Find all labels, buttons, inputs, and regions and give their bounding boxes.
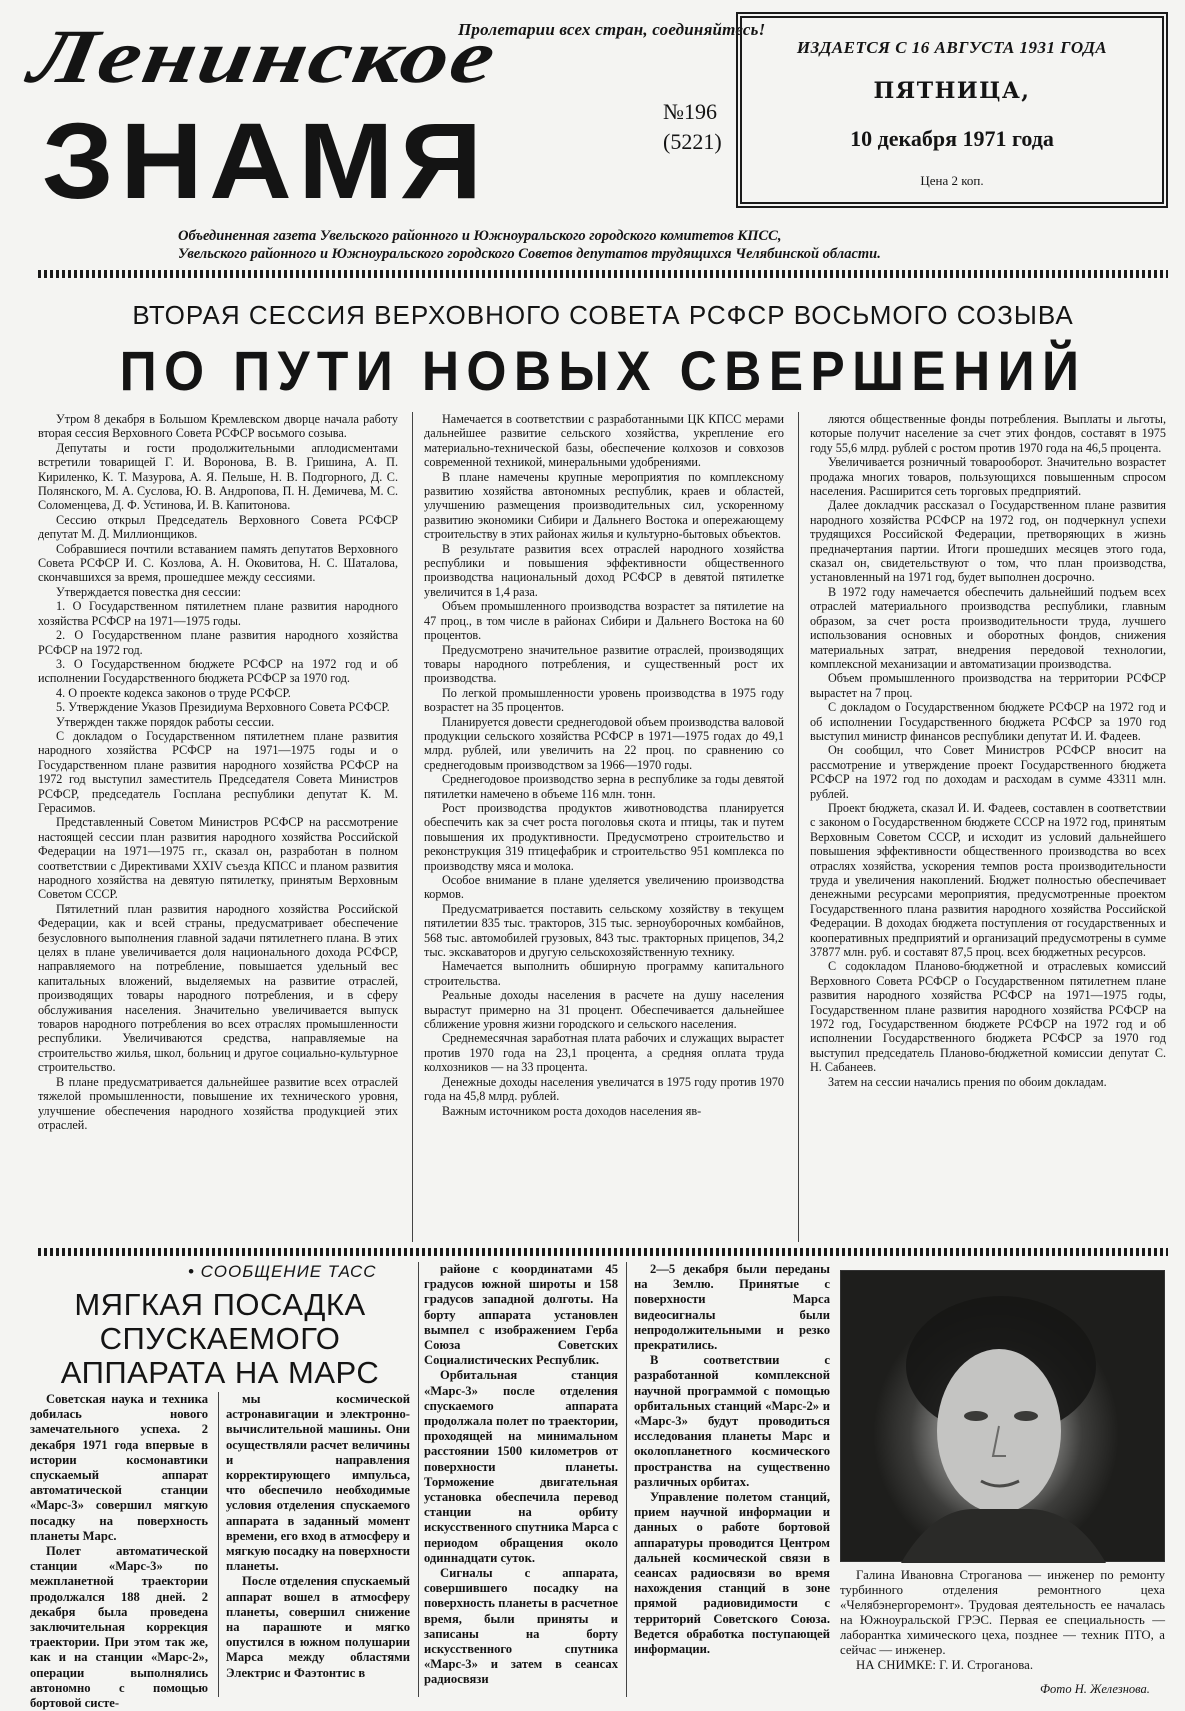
paragraph: 2. О Государственном плане развития народного хозяйства РСФСР на 1972 год. [38, 628, 398, 657]
tass-column-1 [30, 1392, 208, 1711]
column-divider [626, 1262, 627, 1697]
paragraph: После отделения спускаемый аппарат вошел в атмосферу планеты, совершил снижение на парашюте и мягко опустился в южном полушарии Марса между областями Электрис и Фаэтонтис в [226, 1574, 410, 1680]
tass-column-2 [226, 1392, 410, 1697]
paragraph: Намечается выполнить обширную программу капитального строительства. [424, 959, 784, 988]
paragraph: По легкой промышленности уровень производства в 1975 году возрастет на 35 процентов. [424, 685, 784, 715]
paragraph: Увеличивается розничный товарооборот. Значительно возрастет продажа многих товаров, пользующихся повышенным спросом населения. Расширится сеть торговых предприятий. [810, 455, 1166, 499]
paragraph: Предусмотрено значительное развитие отраслей, производящих товары народного потребления, и существенный рост их производства. [424, 642, 784, 686]
portrait-photo [840, 1270, 1165, 1562]
date-info-box [736, 12, 1168, 208]
paragraph: Пятилетний план развития народного хозяйства Российской Федерации, как и всей страны, предусматривает обеспечение безусловного выполнения главной задачи пятилетнего плана. В этих целях в плане увеличивается доля национального дохода РСФСР, направляемого на потребление, повышается удельный вес капитальных вложений, выделяемых на развитие отраслей, производящих товары народного потребления, и в сферу обслуживания населения. Значительно увеличивается выпуск товаров народного потребления во всех отраслях промышленности республики. Увеличиваются средства, направляемые на строительство жилья, школ, больниц и другое социально-культурное строительство. [38, 901, 398, 1075]
paragraph: Сессию открыл Председатель Верховного Совета РСФСР депутат М. Д. Миллионщиков. [38, 512, 398, 542]
paragraph: Представленный Советом Министров РСФСР на рассмотрение настоящей сессии план развития народного хозяйства Российской Федерации на 1971—1975 гг., сказал он, разработан в полном соответствии с Директивами XXIV съезда КПСС и планом развития народного хозяйства на девятую пятилетку, принятым Верховным Советом СССР. [38, 815, 398, 902]
paragraph: 1. О Государственном пятилетнем плане развития народного хозяйства РСФСР на 1971—1975 годы. [38, 599, 398, 628]
subtitle-line2: Увельского районного и Южноуральского городского Советов депутатов трудящихся Челябинской области. [178, 246, 881, 262]
paragraph: В плане намечены крупные мероприятия по комплексному развитию хозяйства автономных республик, краев и областей, улучшению размещения производительных сил, ускоренному развитию экономики Сибири и Дальнего Востока и опережающему строительству в этих районах жилья и культурно-бытовых объектов. [424, 469, 784, 542]
tass-column-4 [634, 1262, 830, 1697]
column-divider [798, 412, 799, 1242]
mars-headline-line1: МЯГКАЯ ПОСАДКА [74, 1287, 366, 1322]
photo-caption [840, 1568, 1165, 1673]
slogan: Пролетарии всех стран, соединяйтесь! [458, 20, 766, 39]
paragraph: Планируется довести среднегодовой объем производства валовой продукции сельского хозяйства РСФСР в 1971—1975 годах до 49,1 млрд. рублей, или увеличить на 22 проц. по сравнению со среднегодовым производством за 1966—1970 годы. [424, 714, 784, 772]
paragraph: Полет автоматической станции «Марс-3» по межпланетной траектории продолжался 188 дней. 2 декабря была проведена заключительная коррекция траектории. При этом так же, как и на станции «Марс-2», операции выполнялись автономно с помощью бортовой систе- [30, 1544, 208, 1711]
article-headline: ПО ПУТИ НОВЫХ СВЕРШЕНИЙ [119, 339, 1087, 402]
paragraph: районе с координатами 45 градусов южной широты и 158 градусов западной долготы. На борту аппарата установлен вымпел с изображением Герба Союза Советских Социалистических Республик. [424, 1262, 618, 1368]
paragraph: ляются общественные фонды потребления. Выплаты и льготы, которые получит население за счет этих фондов, составят в 1975 году 55,6 млрд. рублей с ростом против 1970 года на 46,5 процента. [810, 412, 1166, 455]
column-divider [218, 1392, 219, 1697]
article-column-2 [424, 412, 784, 1242]
paragraph: В соответствии с разработанной комплексной научной программой с помощью орбитальных станций «Марс-2» и «Марс-3» будут проводиться исследования планеты Марс и околопланетного космического пространства на существенно различных орбитах. [634, 1353, 830, 1489]
paragraph: Он сообщил, что Совет Министров РСФСР вносит на рассмотрение и утверждение проект Государственного бюджета РСФСР на 1972 год по доходам и расходам в сумме 43311 млн. рублей. [810, 743, 1166, 801]
issue-no: №196 [663, 99, 717, 124]
paragraph: Намечается в соответствии с разработанными ЦК КПСС мерами дальнейшее развитие сельского хозяйства, укрепление его материально-технической базы, обеспечение колхозов и совхозов современной техникой, минеральными удобрениями. [424, 412, 784, 470]
issue-total: (5221) [663, 129, 722, 154]
paragraph: С докладом о Государственном пятилетнем плане развития народного хозяйства РСФСР на 1971—1975 годы и о Государственном плане развития народного хозяйства РСФСР на 1972 год выступил заместитель Председателя Совета Министров РСФСР, председатель Госплана республики депутат К. М. Герасимов. [38, 728, 398, 815]
newspaper-title-line2: ЗНАМЯ [42, 100, 489, 221]
paragraph: Далее докладчик рассказал о Государственном плане развития народного хозяйства РСФСР на 1972 год, он подчеркнул успехи трудящихся Российской Федерации, претворяющих в жизнь предначертания партии. Итоги прошедших месяцев этого года, сказал он, свидетельствуют о том, что план производства, установленный на 1971 год, будет выполнен досрочно. [810, 498, 1166, 585]
paragraph: Управление полетом станций, прием научной информации и данных о работе бортовой аппаратуры проводится Центром дальней космической связи в сеансах радиосвязи во время нахождения станций в зоне прямой радиовидимости с территорий Советского Союза. Ведется обработка поступающей информации. [634, 1490, 830, 1657]
paragraph: Утром 8 декабря в Большом Кремлевском дворце начала работу вторая сессия Верховного Совета РСФСР восьмого созыва. [38, 412, 398, 441]
paragraph: Реальные доходы населения в расчете на душу населения вырастут примерно на 31 процент. Обеспечивается дальнейшее сближение уровня жизни городского и сельского населения. [424, 988, 784, 1032]
mars-headline [30, 1288, 410, 1390]
paragraph: С докладом о Государственном бюджете РСФСР на 1972 год и об исполнении Государственного бюджета РСФСР за 1970 год выступил министр финансов республики депутат И. И. Фадеев. [810, 700, 1166, 743]
caption-subject: НА СНИМКЕ: Г. И. Строганова. [856, 1658, 1034, 1672]
paragraph: Среднемесячная заработная плата рабочих и служащих вырастет против 1970 года на 23,1 процента, а средняя оплата труда колхозников — на 33 процента. [424, 1031, 784, 1075]
paragraph: Денежные доходы населения увеличатся в 1975 году против 1970 года на 45,8 млрд. рублей. [424, 1074, 784, 1104]
mars-headline-line2: СПУСКАЕМОГО [99, 1321, 341, 1356]
article-column-1 [38, 412, 398, 1242]
paragraph: Орбитальная станция «Марс-3» после отделения спускаемого аппарата продолжала полет по траектории, проходящей на минимальном расстоянии 1500 километров от поверхности планеты. Торможение двигательная установка обеспечила перевод станции на орбиту искусственного спутника Марса с периодом обращения около одиннадцати суток. [424, 1368, 618, 1565]
dashed-rule-top [38, 270, 1168, 278]
dashed-rule-middle [38, 1248, 1168, 1256]
paragraph: В плане предусматривается дальнейшее развитие всех отраслей тяжелой промышленности, повышение их технического уровня, улучшение обеспечения народного хозяйства продукцией этих отраслей. [38, 1074, 398, 1132]
article-column-3 [810, 412, 1166, 1242]
paragraph: 2—5 декабря были переданы на Землю. Принятые с поверхности Марса видеосигналы были непродолжительными и резко прекратились. [634, 1262, 830, 1353]
paragraph: Советская наука и техника добилась нового замечательного успеха. 2 декабря 1971 года впервые в истории космонавтики спускаемый аппарат автоматической станции «Марс-3» совершил мягкую посадку на поверхность планеты Марс. [30, 1392, 208, 1543]
tass-column-3 [424, 1262, 618, 1697]
paragraph: Сигналы с аппарата, совершившего посадку на поверхность планеты в расчетное время, были приняты и записаны на борту искусственного спутника «Марс-3» и затем в сеансах радиосвязи [424, 1566, 618, 1687]
paragraph: Рост производства продуктов животноводства планируется обеспечить как за счет роста поголовья скота и птицы, так и путем повышения их продуктивности. Предусмотрено строительство и реконструкция 319 птицефабрик и строительство 951 комплекса по производству мяса и молока. [424, 800, 784, 873]
paragraph: В 1972 году намечается обеспечить дальнейший подъем всех отраслей материального производства республики, главным образом, за счет роста производительности труда, лучшего использования основных и оборотных фондов, снижения материальных затрат, внедрения передовой технологии, комплексной механизации и автоматизации производства. [810, 584, 1166, 671]
publisher-subtitle [178, 227, 1078, 263]
tass-kicker: • СООБЩЕНИЕ ТАСС [188, 1262, 377, 1281]
paragraph: Среднегодовое производство зерна в республике за годы девятой пятилетки намечено в объеме 116 млн. тонн. [424, 772, 784, 801]
article-kicker: ВТОРАЯ СЕССИЯ ВЕРХОВНОГО СОВЕТА РСФСР ВОСЬМОГО СОЗЫВА [132, 300, 1074, 330]
paragraph: Объем промышленного производства на территории РСФСР вырастет на 7 проц. [810, 671, 1166, 700]
subtitle-line1: Объединенная газета Увельского районного и Южноуральского городского комитетов КПСС, [178, 228, 782, 244]
paragraph: В результате развития всех отраслей народного хозяйства республики и повышения эффективности общественного производства национальный доход РСФСР в девятой пятилетке увеличится в 1,4 раза. [424, 541, 784, 599]
paragraph: Особое внимание в плане уделяется увеличению производства кормов. [424, 873, 784, 902]
issue-number [663, 97, 722, 157]
paragraph: Объем промышленного производства возрастет за пятилетие на 47 проц., в том числе в районах Сибири и Дальнего Востока на 60 процентов. [424, 599, 784, 643]
issue-date: 10 декабря 1971 года [850, 126, 1054, 151]
newspaper-title-line1: Ленинское [23, 13, 504, 99]
paragraph: Утвержден также порядок работы сессии. [56, 714, 275, 729]
paragraph: Депутаты и гости продолжительными аплодисментами встретили товарищей Г. И. Воронова, В. В. Гришина, А. П. Кириленко, К. Т. Мазурова, А. Я. Пельше, Н. В. Подгорного, Д. С. Полянского, М. А. Суслова, Ю. В. Андропова, П. Н. Демичева, М. С. Соломенцева, Д. Ф. Устинова, И. В. Капитонова. [38, 440, 398, 513]
published-since: ИЗДАЕТСЯ С 16 АВГУСТА 1931 ГОДА [796, 38, 1108, 57]
column-divider [418, 1262, 419, 1697]
paragraph: Затем на сессии начались прения по обоим докладам. [828, 1074, 1107, 1089]
price: Цена 2 коп. [920, 173, 984, 188]
column-divider [412, 412, 413, 1242]
mars-headline-line3: АППАРАТА НА МАРС [60, 1355, 380, 1390]
portrait-illustration [841, 1271, 1166, 1563]
weekday: ПЯТНИЦА, [873, 78, 1031, 104]
paragraph: Собравшиеся почтили вставанием память депутатов Верховного Совета РСФСР И. С. Козлова, А. Н. Оковитова, Н. С. Шаталова, скончавшихся за время, прошедшее между сессиями. [38, 541, 398, 585]
paragraph: Важным источником роста доходов населения яв- [442, 1103, 702, 1118]
paragraph: 4. О проекте кодекса законов о труде РСФСР. [56, 685, 291, 700]
paragraph: 3. О Государственном бюджете РСФСР на 1972 год и об исполнении Государственного бюджета РСФСР за 1970 год. [38, 656, 398, 686]
paragraph: 5. Утверждение Указов Президиума Верховного Совета РСФСР. [56, 700, 390, 715]
paragraph: Утверждается повестка дня сессии: [56, 584, 241, 599]
masthead [23, 12, 1168, 267]
paragraph: С содокладом Планово-бюджетной и отраслевых комиссий Верховного Совета РСФСР о Государственном пятилетнем плане развития народного хозяйства РСФСР на 1971—1975 годы, Государственном плане развития народного хозяйства РСФСР на 1972 год, Государственном бюджете РСФСР на 1972 год и об исполнении Государственного бюджета РСФСР за 1970 год выступил председатель Планово-бюджетной комиссии депутат С. Н. Сабанеев. [810, 959, 1166, 1075]
paragraph: мы космической астронавигации и электронно-вычислительной машины. Они осуществляли расчет величины и направления корректирующего импульса, что обеспечило необходимые условия отделения спускаемого аппарата в заданный момент времени, его вход в атмосферу и мягкую посадку на поверхности планеты. [226, 1392, 410, 1574]
paragraph: Проект бюджета, сказал И. И. Фадеев, составлен в соответствии с законом о Государственном бюджете СССР на 1972 год, принятым Верховным Советом СССР, и исходит из условий дальнейшего повышения эффективности общественного производства во всех отраслях хозяйства, ускорения темпов роста производительности труда и увеличения накоплений. Бюджет полностью обеспечивает денежными ресурсами мероприятия, предусмотренные проектом Государственного плана развития народного хозяйства Российской Федерации. В доходах бюджета поступления от государственных и кооперативных предприятий и организаций предусмотрены в сумме 37877 млн. руб. и составят 87,5 проц. всех бюджетных ресурсов. [810, 800, 1166, 960]
paragraph: Предусматривается поставить сельскому хозяйству в текущем пятилетии 835 тыс. тракторов, 315 тыс. зерноуборочных комбайнов, 568 тыс. автомобилей грузовых, 843 тыс. тракторных прицепов, 34,2 тыс. экскаваторов и другую сельскохозяйственную технику. [424, 901, 784, 960]
photo-credit: Фото Н. Железнова. [1040, 1682, 1150, 1696]
caption-text: Галина Ивановна Строганова — инженер по ремонту турбинного отделения ремонтного цеха «Челябэнергоремонт». Трудовая деятельность ее началась на Южноуральской ГРЭС. Первая ее специальность — лаборантка химического цеха, позднее — техник ПТО, а сейчас — инженер. [840, 1568, 1165, 1657]
